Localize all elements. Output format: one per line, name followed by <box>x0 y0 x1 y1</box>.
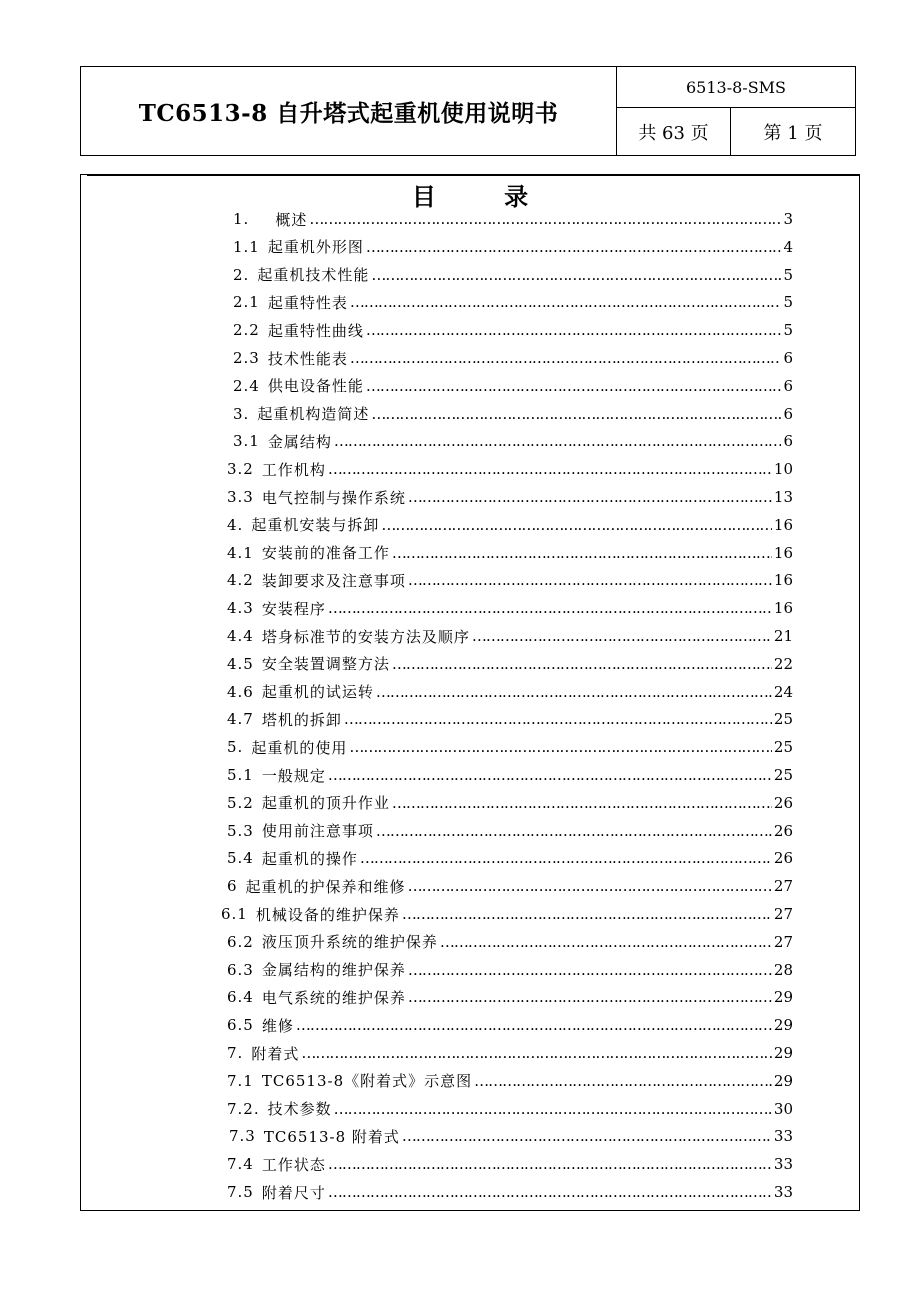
toc-entry-page: 6 <box>783 404 793 423</box>
toc-entry-number: 4.7 <box>227 710 254 729</box>
toc-entry-number: 7.4 <box>227 1155 254 1174</box>
toc-entry-label: 使用前注意事项 <box>261 822 374 841</box>
toc-entry-page: 5 <box>783 321 793 340</box>
toc-entry-label: 塔机的拆卸 <box>261 710 342 729</box>
toc-entry[interactable] <box>227 625 793 647</box>
toc-entry[interactable] <box>227 653 793 675</box>
toc-entry-number: 6.4 <box>227 988 254 1007</box>
toc-frame <box>80 174 860 1211</box>
toc-entry-number: 3. <box>233 404 250 423</box>
toc-entry-page: 33 <box>773 1155 793 1174</box>
toc-entry-page: 30 <box>773 1099 793 1118</box>
toc-entry-label: 塔身标准节的安装方法及顺序 <box>261 627 470 646</box>
toc-entry-label: 起重机的使用 <box>251 738 348 757</box>
toc-leader-dots <box>408 571 772 589</box>
toc-entry[interactable] <box>227 875 793 897</box>
toc-leader-dots <box>350 293 782 311</box>
toc-leader-dots <box>344 710 772 728</box>
toc-entry[interactable] <box>233 264 793 286</box>
toc-entry[interactable] <box>233 208 793 230</box>
toc-entry-number: 4.1 <box>227 543 254 562</box>
toc-leader-dots <box>376 822 772 840</box>
toc-entry-label: 起重机构造简述 <box>257 405 370 424</box>
toc-leader-dots <box>408 988 772 1006</box>
toc-entry[interactable] <box>233 403 793 425</box>
toc-entry[interactable] <box>227 820 793 842</box>
toc-leader-dots <box>371 405 781 423</box>
toc-entry[interactable] <box>227 736 793 758</box>
toc-entry-page: 22 <box>773 654 793 673</box>
toc-entry-label: 装卸要求及注意事项 <box>261 571 406 590</box>
toc-entry-label: 安装前的准备工作 <box>261 544 390 563</box>
toc-leader-dots <box>328 1155 772 1173</box>
toc-entry[interactable] <box>227 1153 793 1175</box>
toc-entry-label: 金属结构 <box>267 432 332 451</box>
toc-entry[interactable] <box>227 959 793 981</box>
toc-entry-number: 3.1 <box>233 432 260 451</box>
toc-entry-number: 7.1 <box>227 1071 254 1090</box>
toc-entry-label: 维修 <box>261 1016 294 1035</box>
toc-entry-page: 27 <box>773 905 793 923</box>
toc-leader-dots <box>366 238 782 256</box>
toc-entry[interactable] <box>227 986 793 1008</box>
toc-entry-number: 4.5 <box>227 654 254 673</box>
toc-leader-dots <box>301 1044 772 1062</box>
toc-entry-label: 附着尺寸 <box>261 1183 326 1202</box>
toc-entry-number: 1.1 <box>233 237 260 256</box>
toc-entry[interactable] <box>233 430 793 452</box>
toc-entry-number: 6.2 <box>227 932 254 951</box>
toc-entry-page: 25 <box>773 766 793 784</box>
toc-entry-label: 工作机构 <box>261 460 326 479</box>
toc-entry-label: 起重机的护保养和维修 <box>245 877 406 896</box>
toc-entry-label: 供电设备性能 <box>267 377 364 396</box>
toc-entry[interactable] <box>227 1181 793 1203</box>
toc-entry-label: 一般规定 <box>261 766 326 785</box>
toc-entry-number: 2.2 <box>233 321 260 340</box>
toc-leader-dots <box>334 432 782 450</box>
toc-entry[interactable] <box>227 458 793 480</box>
toc-entry-page: 26 <box>773 849 793 868</box>
toc-entry-page: 26 <box>773 821 793 840</box>
toc-leader-dots <box>472 627 772 645</box>
toc-entry-label: 起重机安装与拆卸 <box>251 516 380 535</box>
toc-entry[interactable] <box>227 1014 793 1036</box>
toc-leader-dots <box>328 1183 772 1201</box>
toc-leader-dots <box>334 1100 772 1118</box>
toc-leader-dots <box>440 933 772 951</box>
toc-entry[interactable] <box>227 931 793 953</box>
toc-leader-dots <box>402 1127 772 1145</box>
toc-leader-dots <box>328 460 772 478</box>
toc-entry[interactable] <box>221 903 793 925</box>
toc-entry-label: 起重机的顶升作业 <box>261 794 390 813</box>
toc-entry-number: 4. <box>227 515 244 534</box>
toc-entry-page: 33 <box>773 1127 793 1146</box>
toc-leader-dots <box>328 766 772 784</box>
toc-entry-number: 4.3 <box>227 599 254 618</box>
toc-entry-page: 10 <box>773 460 793 479</box>
total-pages: 共 63 页 <box>617 108 731 155</box>
toc-entry[interactable] <box>227 792 793 814</box>
toc-entry-label: 起重机外形图 <box>267 238 364 257</box>
toc-entry-page: 3 <box>783 210 793 228</box>
toc-entry[interactable] <box>227 569 793 591</box>
toc-leader-dots <box>349 738 772 756</box>
toc-entry[interactable] <box>227 542 793 564</box>
toc-leader-dots <box>381 516 772 534</box>
toc-entry-label: 起重机技术性能 <box>257 266 370 285</box>
toc-leader-dots <box>371 266 781 284</box>
toc-entry-page: 27 <box>773 877 793 896</box>
toc-entry-page: 25 <box>773 738 793 757</box>
toc-entry-number: 5.1 <box>227 766 254 784</box>
toc-leader-dots <box>309 210 781 228</box>
toc-entry-number: 1. <box>233 210 250 228</box>
toc-entry[interactable] <box>227 847 793 869</box>
toc-leader-dots <box>474 1072 772 1090</box>
toc-entry-label: 电气系统的维护保养 <box>261 988 406 1007</box>
toc-entry-label: 技术参数 <box>267 1100 332 1119</box>
toc-entry[interactable] <box>227 1042 793 1064</box>
toc-entry-label: 起重特性表 <box>267 293 348 312</box>
toc-entry-label: 液压顶升系统的维护保养 <box>261 933 438 952</box>
toc-entry-page: 29 <box>773 1071 793 1090</box>
toc-entry-page: 5 <box>783 293 793 312</box>
toc-entry-number: 6 <box>227 877 238 896</box>
toc-entry-page: 16 <box>773 515 793 534</box>
toc-entry-label: 安全装置调整方法 <box>261 655 390 674</box>
top-divider <box>87 175 859 176</box>
toc-leader-dots <box>402 905 772 923</box>
toc-entry-page: 25 <box>773 710 793 729</box>
toc-entry-number: 7.5 <box>227 1183 254 1201</box>
toc-entry-page: 16 <box>773 599 793 618</box>
toc-entry-number: 7.2. <box>227 1099 260 1118</box>
toc-entry-page: 29 <box>773 988 793 1007</box>
toc-entry-label: 概述 <box>275 210 308 229</box>
toc-entry-number: 4.2 <box>227 571 254 590</box>
toc-leader-dots <box>392 655 772 673</box>
toc-leader-dots <box>408 877 772 895</box>
toc-entry-page: 5 <box>783 265 793 284</box>
toc-entry-page: 24 <box>773 682 793 701</box>
toc-entry-number: 7. <box>227 1044 244 1062</box>
toc-entry[interactable] <box>227 597 793 619</box>
toc-entry-number: 3.2 <box>227 460 254 479</box>
toc-entry-number: 5.3 <box>227 821 254 840</box>
toc-entry[interactable] <box>233 319 793 341</box>
toc-entry-page: 26 <box>773 793 793 812</box>
document-code: 6513-8-SMS <box>617 67 855 108</box>
toc-entry-page: 13 <box>773 488 793 506</box>
document-title: TC6513-8 自升塔式起重机使用说明书 <box>81 67 617 155</box>
toc-leader-dots <box>296 1016 772 1034</box>
toc-entry-number: 5.4 <box>227 849 254 868</box>
toc-entry-number: 2.4 <box>233 376 260 395</box>
toc-entry[interactable] <box>227 486 793 508</box>
toc-entry[interactable] <box>233 236 793 258</box>
toc-entry[interactable] <box>233 375 793 397</box>
toc-entry[interactable] <box>233 347 793 369</box>
toc-entry-number: 5. <box>227 738 244 757</box>
document-header <box>80 66 856 156</box>
toc-leader-dots <box>392 544 772 562</box>
toc-entry-page: 6 <box>783 376 793 395</box>
toc-entry-label: 工作状态 <box>261 1155 326 1174</box>
toc-leader-dots <box>350 349 782 367</box>
toc-entry-number: 3.3 <box>227 488 254 506</box>
toc-entry-page: 16 <box>773 543 793 562</box>
toc-entry-page: 6 <box>783 432 793 451</box>
toc-entry-number: 2.1 <box>233 293 260 312</box>
toc-entry-page: 33 <box>773 1183 793 1201</box>
toc-leader-dots <box>376 683 772 701</box>
toc-entry-label: 安装程序 <box>261 599 326 618</box>
toc-entry-label: 机械设备的维护保养 <box>255 905 400 924</box>
toc-entry[interactable] <box>227 681 793 703</box>
toc-entry-label: 起重机的试运转 <box>261 683 374 702</box>
toc-entry-page: 29 <box>773 1016 793 1035</box>
toc-entry-label: TC6513-8《附着式》示意图 <box>261 1072 473 1091</box>
toc-title: 目 录 <box>411 182 559 211</box>
toc-leader-dots <box>366 377 782 395</box>
toc-entry-page: 27 <box>773 932 793 951</box>
toc-entry[interactable] <box>227 1098 793 1120</box>
toc-entry-label: 技术性能表 <box>267 349 348 368</box>
toc-entry-page: 28 <box>773 960 793 979</box>
toc-entry-number: 6.3 <box>227 960 254 979</box>
toc-entry-number: 2. <box>233 265 250 284</box>
toc-leader-dots <box>328 599 772 617</box>
toc-entry-label: 金属结构的维护保养 <box>261 961 406 980</box>
toc-entry-number: 4.4 <box>227 627 254 645</box>
toc-leader-dots <box>392 794 772 812</box>
toc-entry-label: TC6513-8 附着式 <box>263 1127 400 1146</box>
toc-entry[interactable] <box>233 291 793 313</box>
toc-entry-number: 4.6 <box>227 682 254 701</box>
toc-entry-page: 16 <box>773 571 793 590</box>
toc-entry-label: 起重特性曲线 <box>267 321 364 340</box>
toc-entry-page: 29 <box>773 1044 793 1062</box>
toc-entry-number: 6.5 <box>227 1016 254 1035</box>
toc-leader-dots <box>366 321 782 339</box>
toc-entry-number: 5.2 <box>227 793 254 812</box>
toc-leader-dots <box>408 961 772 979</box>
toc-entry-label: 电气控制与操作系统 <box>261 488 406 507</box>
toc-entry[interactable] <box>227 764 793 786</box>
toc-entry-number: 7.3 <box>229 1127 256 1146</box>
toc-entry[interactable] <box>229 1125 793 1147</box>
toc-entry-page: 4 <box>783 237 793 256</box>
toc-entry-number: 2.3 <box>233 349 260 367</box>
toc-entry[interactable] <box>227 708 793 730</box>
toc-leader-dots <box>408 488 772 506</box>
toc-entry-page: 21 <box>773 627 793 645</box>
toc-entry[interactable] <box>227 514 793 536</box>
toc-entry[interactable] <box>227 1070 793 1092</box>
toc-entry-label: 附着式 <box>251 1044 300 1063</box>
toc-entry-label: 起重机的操作 <box>261 849 358 868</box>
toc-entry-page: 6 <box>783 349 793 367</box>
toc-entry-number: 6.1 <box>221 905 248 923</box>
page-number: 第 1 页 <box>763 122 823 144</box>
toc-leader-dots <box>360 849 772 867</box>
